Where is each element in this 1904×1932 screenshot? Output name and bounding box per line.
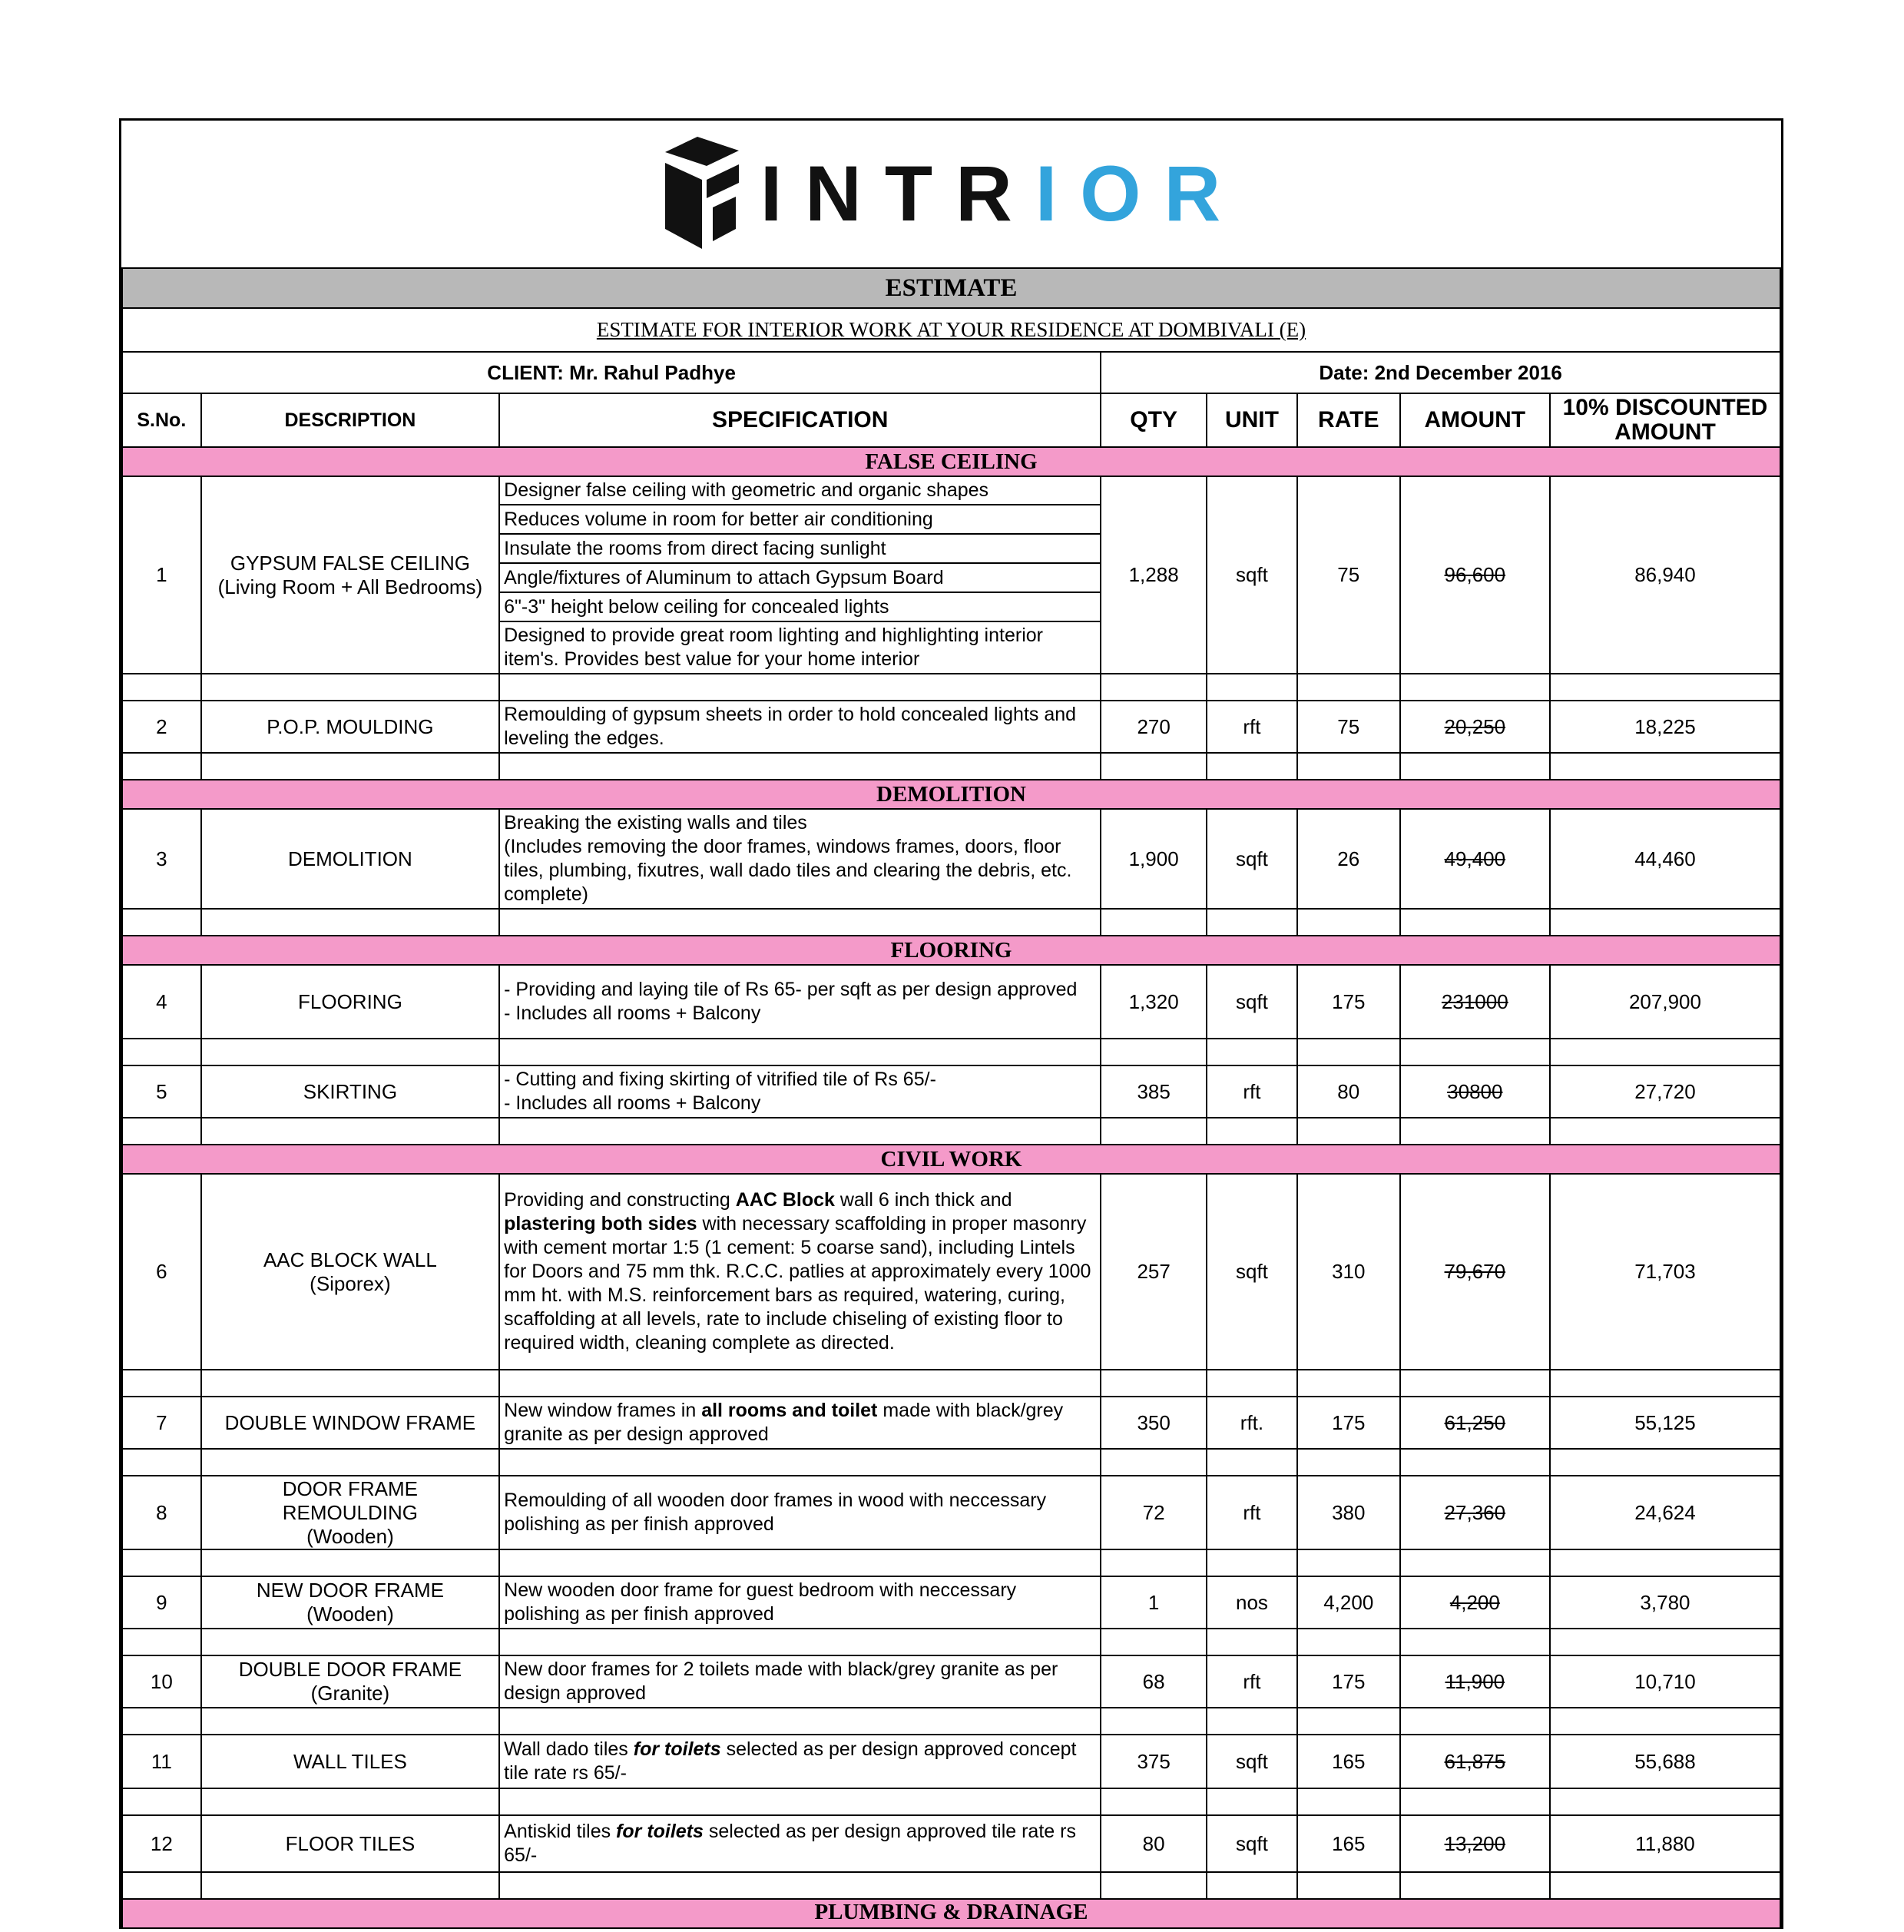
item-spec: Providing and constructing AAC Block wall 6 inch thick and plastering both sides with necessary scaffolding in proper masonry with cement mortar 1:5 (1 cement: 5 coarse sand), including Lintels for Doors and 75 mm thk. R.C.C. patlies at approximately every 1000 mm ht. with M.S. reinforcement bars as required, watering, curing, scaffolding at all levels, rate to include chiseling of existing floor to required width, cleaning complete as directed. xyxy=(499,1174,1101,1370)
table-row xyxy=(122,809,1780,909)
spacer-row xyxy=(122,1039,1780,1065)
item-unit: rft. xyxy=(1207,1397,1297,1449)
item-qty: 1,320 xyxy=(1101,965,1207,1039)
item-description: DOUBLE DOOR FRAME (Granite) xyxy=(201,1655,500,1708)
item-rate: 175 xyxy=(1297,1397,1400,1449)
item-rate: 175 xyxy=(1297,1655,1400,1708)
spacer-row xyxy=(122,1872,1780,1899)
item-amount: 61,250 xyxy=(1400,1397,1550,1449)
item-sno: 7 xyxy=(122,1397,201,1449)
table-row xyxy=(122,965,1780,1039)
spacer-row xyxy=(122,1549,1780,1576)
item-unit: sqft xyxy=(1207,1735,1297,1788)
table-row xyxy=(122,1397,1780,1449)
spacer-row xyxy=(122,1708,1780,1735)
item-unit: sqft xyxy=(1207,809,1297,909)
item-qty: 72 xyxy=(1101,1476,1207,1549)
item-rate: 310 xyxy=(1297,1174,1400,1370)
item-amount: 79,670 xyxy=(1400,1174,1550,1370)
item-spec: Designer false ceiling with geometric and organic shapes xyxy=(499,476,1101,505)
section-header xyxy=(122,936,1780,965)
spacer-row xyxy=(122,1449,1780,1476)
section-false-ceiling: FALSE CEILING xyxy=(122,447,1780,476)
estimate-table xyxy=(121,121,1781,1929)
table-row xyxy=(122,1476,1780,1549)
client-name: CLIENT: Mr. Rahul Padhye xyxy=(122,352,1101,393)
item-amount: 27,360 xyxy=(1400,1476,1550,1549)
table-header xyxy=(122,393,1780,447)
item-amount: 20,250 xyxy=(1400,701,1550,753)
item-discounted: 207,900 xyxy=(1550,965,1780,1039)
item-description: AAC BLOCK WALL (Siporex) xyxy=(201,1174,500,1370)
section-demolition: DEMOLITION xyxy=(122,780,1780,809)
item-unit: nos xyxy=(1207,1576,1297,1629)
item-unit: sqft xyxy=(1207,1815,1297,1872)
spacer-row xyxy=(122,1370,1780,1397)
logo-text-dark: INTR xyxy=(760,150,1035,237)
page-title: ESTIMATE xyxy=(122,268,1780,308)
item-amount: 11,900 xyxy=(1400,1655,1550,1708)
item-spec: 6"-3" height below ceiling for concealed lights xyxy=(499,592,1101,621)
item-unit: sqft xyxy=(1207,476,1297,674)
section-header xyxy=(122,1899,1780,1928)
table-row xyxy=(122,1576,1780,1629)
item-amount: 4,200 xyxy=(1400,1576,1550,1629)
col-specification: SPECIFICATION xyxy=(499,393,1101,447)
item-rate: 75 xyxy=(1297,701,1400,753)
spacer-row xyxy=(122,909,1780,936)
item-discounted: 10,710 xyxy=(1550,1655,1780,1708)
item-amount: 30800 xyxy=(1400,1065,1550,1118)
item-discounted: 86,940 xyxy=(1550,476,1780,674)
item-spec: Remoulding of gypsum sheets in order to hold concealed lights and leveling the edges. xyxy=(499,701,1101,753)
table-row xyxy=(122,1174,1780,1370)
table-row xyxy=(122,1655,1780,1708)
table-row xyxy=(122,476,1780,505)
item-unit: rft xyxy=(1207,1655,1297,1708)
item-spec: Antiskid tiles for toilets selected as per design approved tile rate rs 65/- xyxy=(499,1815,1101,1872)
item-spec: - Providing and laying tile of Rs 65- per sqft as per design approved - Includes all rooms + Balcony xyxy=(499,965,1101,1039)
item-description: NEW DOOR FRAME (Wooden) xyxy=(201,1576,500,1629)
spacer-row xyxy=(122,1788,1780,1815)
item-sno: 1 xyxy=(122,476,201,674)
section-header xyxy=(122,780,1780,809)
item-qty: 1 xyxy=(1101,1576,1207,1629)
item-spec: Insulate the rooms from direct facing sunlight xyxy=(499,534,1101,563)
item-spec: New wooden door frame for guest bedroom with neccessary polishing as per finish approved xyxy=(499,1576,1101,1629)
table-row xyxy=(122,1815,1780,1872)
item-sno: 6 xyxy=(122,1174,201,1370)
cube-logo-icon xyxy=(659,137,743,252)
item-spec: New door frames for 2 toilets made with black/grey granite as per design approved xyxy=(499,1655,1101,1708)
section-flooring: FLOORING xyxy=(122,936,1780,965)
section-header xyxy=(122,1145,1780,1174)
item-discounted: 27,720 xyxy=(1550,1065,1780,1118)
item-description: WALL TILES xyxy=(201,1735,500,1788)
item-spec: Breaking the existing walls and tiles (Includes removing the door frames, windows frames, doors, floor tiles, plumbing, fixutres, wall dado tiles and clearing the debris, etc. complete) xyxy=(499,809,1101,909)
estimate-title-row xyxy=(122,268,1780,308)
item-spec: New window frames in all rooms and toilet made with black/grey granite as per design approved xyxy=(499,1397,1101,1449)
item-discounted: 55,125 xyxy=(1550,1397,1780,1449)
item-description: DEMOLITION xyxy=(201,809,500,909)
item-rate: 165 xyxy=(1297,1815,1400,1872)
spacer-row xyxy=(122,1118,1780,1145)
col-unit: UNIT xyxy=(1207,393,1297,447)
estimate-subtitle: ESTIMATE FOR INTERIOR WORK AT YOUR RESIDENCE AT DOMBIVALI (E) xyxy=(122,308,1780,352)
item-sno: 10 xyxy=(122,1655,201,1708)
spacer-row xyxy=(122,1629,1780,1655)
item-spec: Designed to provide great room lighting and highlighting interior item's. Provides best value for your home interior xyxy=(499,621,1101,674)
item-discounted: 24,624 xyxy=(1550,1476,1780,1549)
item-qty: 1,900 xyxy=(1101,809,1207,909)
item-spec: Wall dado tiles for toilets selected as per design approved concept tile rate rs 65/- xyxy=(499,1735,1101,1788)
table-row xyxy=(122,701,1780,753)
section-header xyxy=(122,447,1780,476)
estimate-date: Date: 2nd December 2016 xyxy=(1101,352,1780,393)
item-description: P.O.P. MOULDING xyxy=(201,701,500,753)
spacer-row xyxy=(122,753,1780,780)
table-row xyxy=(122,1735,1780,1788)
logo-text-blue: IOR xyxy=(1035,150,1244,237)
item-description: DOUBLE WINDOW FRAME xyxy=(201,1397,500,1449)
item-amount: 13,200 xyxy=(1400,1815,1550,1872)
item-discounted: 18,225 xyxy=(1550,701,1780,753)
item-sno: 5 xyxy=(122,1065,201,1118)
item-amount: 61,875 xyxy=(1400,1735,1550,1788)
item-rate: 80 xyxy=(1297,1065,1400,1118)
item-spec: - Cutting and fixing skirting of vitrified tile of Rs 65/- - Includes all rooms + Balcony xyxy=(499,1065,1101,1118)
item-unit: sqft xyxy=(1207,1174,1297,1370)
section-plumbing: PLUMBING & DRAINAGE xyxy=(122,1899,1780,1928)
item-qty: 350 xyxy=(1101,1397,1207,1449)
item-description: SKIRTING xyxy=(201,1065,500,1118)
item-unit: sqft xyxy=(1207,965,1297,1039)
item-qty: 257 xyxy=(1101,1174,1207,1370)
item-amount: 49,400 xyxy=(1400,809,1550,909)
item-qty: 1,288 xyxy=(1101,476,1207,674)
item-description: GYPSUM FALSE CEILING (Living Room + All Bedrooms) xyxy=(201,476,500,674)
col-description: DESCRIPTION xyxy=(201,393,500,447)
item-unit: rft xyxy=(1207,1065,1297,1118)
item-rate: 4,200 xyxy=(1297,1576,1400,1629)
item-unit: rft xyxy=(1207,701,1297,753)
item-rate: 165 xyxy=(1297,1735,1400,1788)
item-sno: 12 xyxy=(122,1815,201,1872)
col-amount: AMOUNT xyxy=(1400,393,1550,447)
item-description: FLOOR TILES xyxy=(201,1815,500,1872)
item-sno: 2 xyxy=(122,701,201,753)
item-qty: 385 xyxy=(1101,1065,1207,1118)
section-civil-work: CIVIL WORK xyxy=(122,1145,1780,1174)
item-qty: 68 xyxy=(1101,1655,1207,1708)
item-rate: 175 xyxy=(1297,965,1400,1039)
spacer-row xyxy=(122,674,1780,701)
item-sno: 3 xyxy=(122,809,201,909)
item-description: FLOORING xyxy=(201,965,500,1039)
item-discounted: 71,703 xyxy=(1550,1174,1780,1370)
item-discounted: 11,880 xyxy=(1550,1815,1780,1872)
item-description: DOOR FRAME REMOULDING (Wooden) xyxy=(201,1476,500,1549)
item-sno: 4 xyxy=(122,965,201,1039)
col-discounted: 10% DISCOUNTED AMOUNT xyxy=(1550,393,1780,447)
col-sno: S.No. xyxy=(122,393,201,447)
item-sno: 9 xyxy=(122,1576,201,1629)
item-amount: 231000 xyxy=(1400,965,1550,1039)
item-sno: 11 xyxy=(122,1735,201,1788)
client-row xyxy=(122,352,1780,393)
table-row xyxy=(122,1065,1780,1118)
col-qty: QTY xyxy=(1101,393,1207,447)
col-rate: RATE xyxy=(1297,393,1400,447)
item-discounted: 3,780 xyxy=(1550,1576,1780,1629)
estimate-sheet xyxy=(119,118,1783,1929)
item-qty: 270 xyxy=(1101,701,1207,753)
item-rate: 75 xyxy=(1297,476,1400,674)
item-spec: Angle/fixtures of Aluminum to attach Gypsum Board xyxy=(499,563,1101,592)
company-logo xyxy=(126,121,1777,267)
item-spec: Remoulding of all wooden door frames in wood with neccessary polishing as per finish approved xyxy=(499,1476,1101,1549)
item-unit: rft xyxy=(1207,1476,1297,1549)
item-qty: 80 xyxy=(1101,1815,1207,1872)
item-discounted: 44,460 xyxy=(1550,809,1780,909)
item-qty: 375 xyxy=(1101,1735,1207,1788)
logo-row xyxy=(122,121,1780,268)
item-discounted: 55,688 xyxy=(1550,1735,1780,1788)
item-sno: 8 xyxy=(122,1476,201,1549)
item-amount: 96,600 xyxy=(1400,476,1550,674)
item-spec: Reduces volume in room for better air conditioning xyxy=(499,505,1101,534)
item-rate: 380 xyxy=(1297,1476,1400,1549)
item-rate: 26 xyxy=(1297,809,1400,909)
subtitle-row xyxy=(122,308,1780,352)
